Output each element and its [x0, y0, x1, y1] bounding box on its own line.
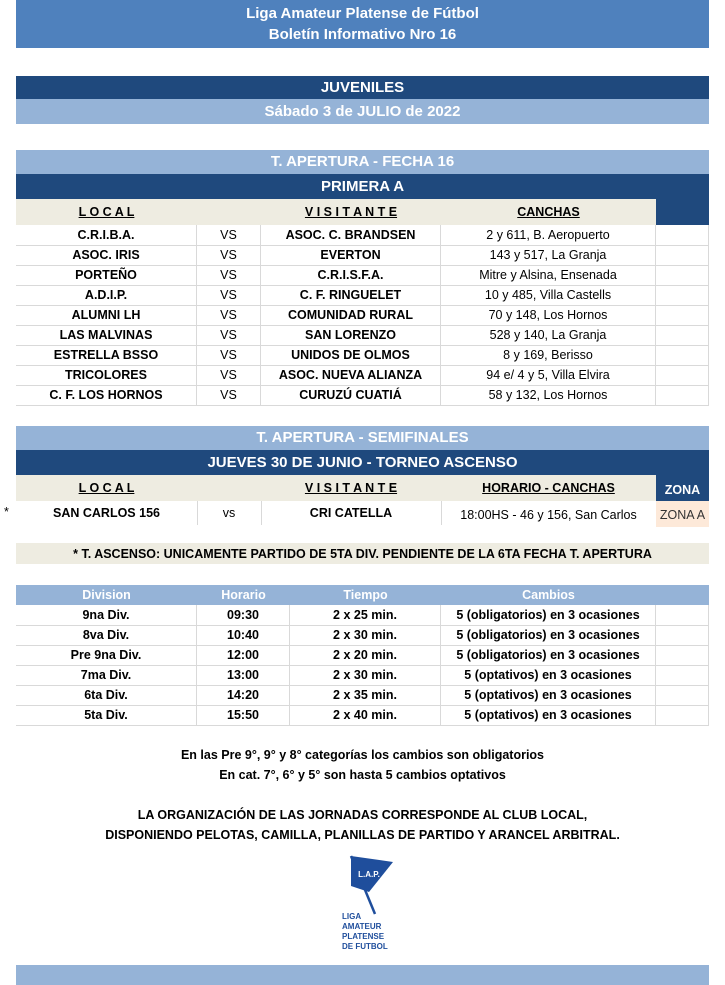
match-visitante: ASOC. C. BRANDSEN [261, 225, 441, 245]
fixture-row [16, 365, 709, 386]
fixture-row-filler [656, 265, 709, 285]
match-local: ASOC. IRIS [16, 245, 197, 265]
match-visitante: SAN LORENZO [261, 325, 441, 345]
zona-column-header: ZONA [656, 475, 709, 501]
logo-line-2: AMATEUR [342, 922, 382, 931]
match-local: C. F. LOS HORNOS [16, 385, 197, 405]
match-vs: VS [197, 325, 261, 345]
schedule-row [16, 645, 709, 666]
match-vs: vs [197, 501, 262, 525]
category-band: JUVENILES [16, 76, 709, 99]
match-visitante: ASOC. NUEVA ALIANZA [261, 365, 441, 385]
schedule-horario: 14:20 [197, 685, 290, 705]
schedule-cambios: 5 (optativos) en 3 ocasiones [441, 685, 656, 705]
match-local: TRICOLORES [16, 365, 197, 385]
division-side-block [656, 199, 709, 225]
organization-note-1: LA ORGANIZACIÓN DE LAS JORNADAS CORRESPONDE AL CLUB LOCAL, [137, 808, 588, 822]
fixture-header [16, 199, 656, 225]
schedule-division: 9na Div. [16, 605, 197, 625]
fixture-row [16, 305, 709, 326]
bulletin-number: Boletín Informativo Nro 16 [268, 26, 457, 43]
local-column-header: L O C A L [78, 481, 135, 495]
schedule-horario: 12:00 [197, 645, 290, 665]
schedule-division: 6ta Div. [16, 685, 197, 705]
match-vs: VS [197, 305, 261, 325]
schedule-row [16, 685, 709, 706]
schedule-cambios: 5 (obligatorios) en 3 ocasiones [441, 645, 656, 665]
organization-note-2: DISPONIENDO PELOTAS, CAMILLA, PLANILLAS DE PARTIDO Y ARANCEL ARBITRAL. [105, 828, 620, 842]
schedule-horario: 15:50 [197, 705, 290, 725]
bulletin-header [16, 0, 709, 48]
schedule-row [16, 705, 709, 726]
fixture-row [16, 345, 709, 366]
schedule-division: 8va Div. [16, 625, 197, 645]
tournament2-subtitle: JUEVES 30 DE JUNIO - TORNEO ASCENSO [16, 450, 709, 475]
schedule-tiempo: 2 x 20 min. [290, 645, 441, 665]
tournament1-title: T. APERTURA - FECHA 16 [16, 150, 709, 174]
schedule-horario: 10:40 [197, 625, 290, 645]
fixture-row [16, 265, 709, 286]
zona-badge: ZONA A [656, 501, 709, 527]
schedule-row-filler [656, 625, 709, 645]
match-cancha: 10 y 485, Villa Castells [441, 285, 656, 305]
schedule-row-filler [656, 665, 709, 685]
match-local: ALUMNI LH [16, 305, 197, 325]
fixture-row-filler [656, 245, 709, 265]
match-local: LAS MALVINAS [16, 325, 197, 345]
visitante-column-header: V I S I T A N T E [304, 481, 398, 495]
match-cancha: 70 y 148, Los Hornos [441, 305, 656, 325]
match-visitante: COMUNIDAD RURAL [261, 305, 441, 325]
schedule-row [16, 605, 709, 626]
match-cancha: 94 e/ 4 y 5, Villa Elvira [441, 365, 656, 385]
schedule-row [16, 625, 709, 646]
schedule-horario: 09:30 [197, 605, 290, 625]
fixture-row [16, 225, 709, 246]
division-column-header: Division [82, 588, 131, 602]
logo-text [342, 912, 388, 952]
visitante-column-header: V I S I T A N T E [304, 205, 398, 219]
match-visitante: CRI CATELLA [261, 501, 442, 525]
fixture-row [16, 325, 709, 346]
match-cancha: 528 y 140, La Granja [441, 325, 656, 345]
match-visitante: CURUZÚ CUATIÁ [261, 385, 441, 405]
match-horario: 18:00HS - 46 y 156, San Carlos [460, 508, 637, 522]
league-title: Liga Amateur Platense de Fútbol [246, 5, 479, 22]
schedule-row-filler [656, 685, 709, 705]
match-local: ESTRELLA BSSO [16, 345, 197, 365]
schedule-cambios: 5 (optativos) en 3 ocasiones [441, 665, 656, 685]
fixture-row-filler [656, 365, 709, 385]
fixture-row [16, 285, 709, 306]
match-local: SAN CARLOS 156 [16, 501, 198, 525]
ascenso-note: * T. ASCENSO: UNICAMENTE PARTIDO DE 5TA DIV. PENDIENTE DE LA 6TA FECHA T. APERTURA [16, 543, 709, 564]
match-visitante: EVERTON [261, 245, 441, 265]
match-vs: VS [197, 285, 261, 305]
match-vs: VS [197, 365, 261, 385]
match-vs: VS [197, 345, 261, 365]
tiempo-column-header: Tiempo [343, 588, 388, 602]
semifinal-header [16, 475, 656, 501]
schedule-division: 5ta Div. [16, 705, 197, 725]
logo-line-4: DE FUTBOL [342, 942, 388, 951]
logo-line-1: LIGA [342, 912, 362, 921]
date-band: Sábado 3 de JULIO de 2022 [16, 99, 709, 124]
match-visitante: C.R.I.S.F.A. [261, 265, 441, 285]
horario-column-header: Horario [221, 588, 266, 602]
cambios-column-header: Cambios [522, 588, 575, 602]
schedule-cambios: 5 (optativos) en 3 ocasiones [441, 705, 656, 725]
flag-text: L.A.P. [358, 870, 380, 879]
match-vs: VS [197, 245, 261, 265]
match-vs: VS [197, 265, 261, 285]
schedule-division: 7ma Div. [16, 665, 197, 685]
division-title: PRIMERA A [16, 174, 709, 199]
pending-mark: * [4, 505, 9, 519]
fixture-row-filler [656, 385, 709, 405]
schedule-tiempo: 2 x 35 min. [290, 685, 441, 705]
schedule-division: Pre 9na Div. [16, 645, 197, 665]
tournament2-title: T. APERTURA - SEMIFINALES [16, 426, 709, 450]
schedule-row-filler [656, 605, 709, 625]
match-local: PORTEÑO [16, 265, 197, 285]
match-cancha: 58 y 132, Los Hornos [441, 385, 656, 405]
match-cancha: 2 y 611, B. Aeropuerto [441, 225, 656, 245]
league-logo [338, 854, 404, 962]
fixture-row-filler [656, 305, 709, 325]
schedule-row-filler [656, 645, 709, 665]
semifinal-row [0, 501, 725, 527]
schedule-cambios: 5 (obligatorios) en 3 ocasiones [441, 605, 656, 625]
local-column-header: L O C A L [78, 205, 135, 219]
match-cancha: Mitre y Alsina, Ensenada [441, 265, 656, 285]
logo-line-3: PLATENSE [342, 932, 385, 941]
schedule-tiempo: 2 x 30 min. [290, 665, 441, 685]
cambios-note-2: En cat. 7°, 6° y 5° son hasta 5 cambios optativos [219, 768, 506, 782]
match-visitante: C. F. RINGUELET [261, 285, 441, 305]
canchas-column-header: CANCHAS [517, 205, 580, 219]
match-local: A.D.I.P. [16, 285, 197, 305]
match-cancha: 143 y 517, La Granja [441, 245, 656, 265]
footer-band [16, 965, 709, 985]
horario-column-header: HORARIO - CANCHAS [482, 481, 615, 495]
schedule-cambios: 5 (obligatorios) en 3 ocasiones [441, 625, 656, 645]
flag-icon [343, 854, 399, 916]
fixture-row [16, 245, 709, 266]
schedule-tiempo: 2 x 25 min. [290, 605, 441, 625]
schedule-row [16, 665, 709, 686]
fixture-row-filler [656, 325, 709, 345]
fixture-row-filler [656, 225, 709, 245]
match-local: C.R.I.B.A. [16, 225, 197, 245]
schedule-tiempo: 2 x 30 min. [290, 625, 441, 645]
cambios-note-1: En las Pre 9°, 9° y 8° categorías los cambios son obligatorios [180, 748, 545, 762]
schedule-header [16, 585, 709, 605]
fixture-row [16, 385, 709, 406]
schedule-horario: 13:00 [197, 665, 290, 685]
match-vs: VS [197, 225, 261, 245]
fixture-row-filler [656, 345, 709, 365]
fixture-row-filler [656, 285, 709, 305]
schedule-row-filler [656, 705, 709, 725]
schedule-tiempo: 2 x 40 min. [290, 705, 441, 725]
match-visitante: UNIDOS DE OLMOS [261, 345, 441, 365]
match-vs: VS [197, 385, 261, 405]
match-cancha: 8 y 169, Berisso [441, 345, 656, 365]
